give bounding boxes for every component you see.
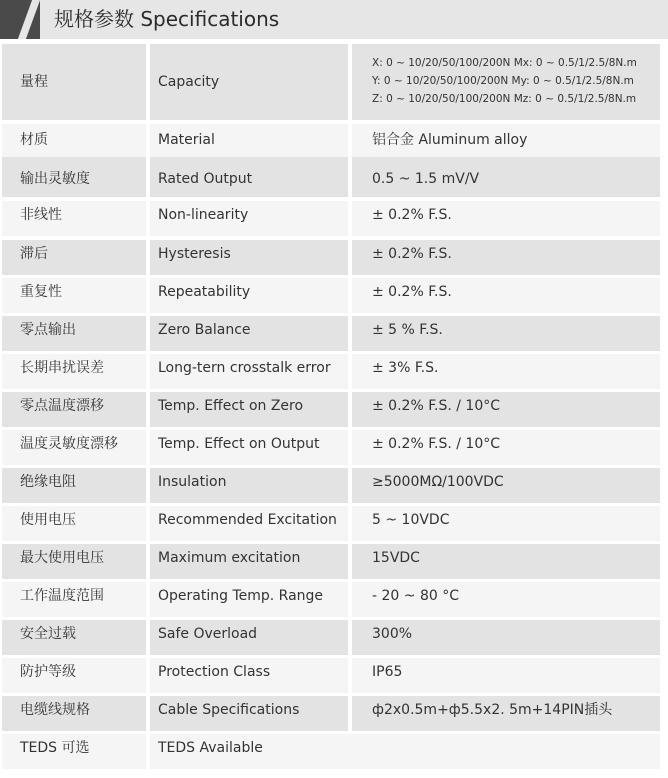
spec-value: 300%	[352, 620, 660, 655]
spec-row	[2, 392, 660, 427]
spec-label-cn: TEDS 可选	[2, 734, 146, 769]
spec-label-en: Temp. Effect on Zero	[150, 392, 348, 427]
spec-row	[2, 506, 660, 541]
spec-label-en: Non-linearity	[150, 201, 348, 236]
spec-row	[2, 240, 660, 275]
spec-label-cn: 最大使用电压	[2, 544, 146, 579]
spec-value: ± 0.2% F.S.	[352, 240, 660, 275]
spec-label-en: Safe Overload	[150, 620, 348, 655]
spec-label-cn: 重复性	[2, 278, 146, 313]
spec-value: 5 ~ 10VDC	[352, 506, 660, 541]
spec-row	[2, 734, 660, 769]
spec-value: ≥5000MΩ/100VDC	[352, 468, 660, 503]
spec-label-cn: 工作温度范围	[2, 582, 146, 617]
spec-row	[2, 620, 660, 655]
spec-label-en: Cable Specifications	[150, 696, 348, 731]
spec-label-en: TEDS Available	[150, 734, 660, 769]
spec-label-en: Temp. Effect on Output	[150, 430, 348, 465]
spec-label-en: Recommended Excitation	[150, 506, 348, 541]
spec-row	[2, 582, 660, 617]
spec-label-cn: 零点温度漂移	[2, 392, 146, 427]
spec-label-cn: 量程	[2, 44, 146, 120]
spec-label-en: Repeatability	[150, 278, 348, 313]
spec-label-en: Material	[150, 124, 348, 157]
header-accent-mark	[0, 0, 40, 39]
spec-label-cn: 电缆线规格	[2, 696, 146, 731]
spec-label-cn: 输出灵敏度	[2, 157, 146, 197]
section-title: 规格参数 Specifications	[54, 7, 280, 31]
spec-label-cn: 材质	[2, 124, 146, 157]
spec-value-line: X: 0 ~ 10/20/50/100/200N Mx: 0 ~ 0.5/1/2.5/8N.m	[372, 57, 637, 69]
spec-label-en: Operating Temp. Range	[150, 582, 348, 617]
spec-row	[2, 658, 660, 693]
spec-row	[2, 201, 660, 236]
spec-label-cn: 零点输出	[2, 316, 146, 351]
spec-row	[2, 696, 660, 731]
spec-row	[2, 316, 660, 351]
spec-label-en: Zero Balance	[150, 316, 348, 351]
spec-value: ± 0.2% F.S. / 10°C	[352, 392, 660, 427]
section-header	[0, 0, 668, 39]
spec-label-cn: 温度灵敏度漂移	[2, 430, 146, 465]
spec-value: 15VDC	[352, 544, 660, 579]
spec-row	[2, 430, 660, 465]
spec-value: - 20 ~ 80 °C	[352, 582, 660, 617]
spec-label-cn: 长期串扰误差	[2, 354, 146, 389]
spec-value: 0.5 ~ 1.5 mV/V	[352, 157, 660, 197]
spec-label-cn: 非线性	[2, 201, 146, 236]
spec-row	[2, 124, 660, 157]
spec-row	[2, 44, 660, 120]
spec-label-en: Long-tern crosstalk error	[150, 354, 348, 389]
spec-row	[2, 354, 660, 389]
spec-value: ± 0.2% F.S. / 10°C	[352, 430, 660, 465]
spec-value: ± 3% F.S.	[352, 354, 660, 389]
spec-label-cn: 绝缘电阻	[2, 468, 146, 503]
spec-label-cn: 安全过载	[2, 620, 146, 655]
spec-value: ф2x0.5m+ф5.5x2. 5m+14PIN插头	[352, 696, 660, 731]
spec-row	[2, 278, 660, 313]
spec-value: ± 0.2% F.S.	[352, 278, 660, 313]
spec-value: ± 0.2% F.S.	[352, 201, 660, 236]
spec-row	[2, 544, 660, 579]
spec-value-line: Y: 0 ~ 10/20/50/100/200N My: 0 ~ 0.5/1/2.5/8N.m	[372, 75, 634, 87]
spec-label-cn: 使用电压	[2, 506, 146, 541]
spec-row	[2, 157, 660, 197]
spec-label-en: Capacity	[150, 44, 348, 120]
spec-value: IP65	[352, 658, 660, 693]
spec-label-en: Insulation	[150, 468, 348, 503]
spec-label-cn: 防护等级	[2, 658, 146, 693]
spec-value: 铝合金 Aluminum alloy	[352, 124, 660, 157]
spec-label-en: Rated Output	[150, 157, 348, 197]
spec-label-en: Hysteresis	[150, 240, 348, 275]
spec-value	[352, 44, 660, 120]
spec-value-line: Z: 0 ~ 10/20/50/100/200N Mz: 0 ~ 0.5/1/2.5/8N.m	[372, 93, 637, 105]
spec-label-cn: 滞后	[2, 240, 146, 275]
spec-label-en: Maximum excitation	[150, 544, 348, 579]
spec-label-en: Protection Class	[150, 658, 348, 693]
spec-row	[2, 468, 660, 503]
spec-value: ± 5 % F.S.	[352, 316, 660, 351]
